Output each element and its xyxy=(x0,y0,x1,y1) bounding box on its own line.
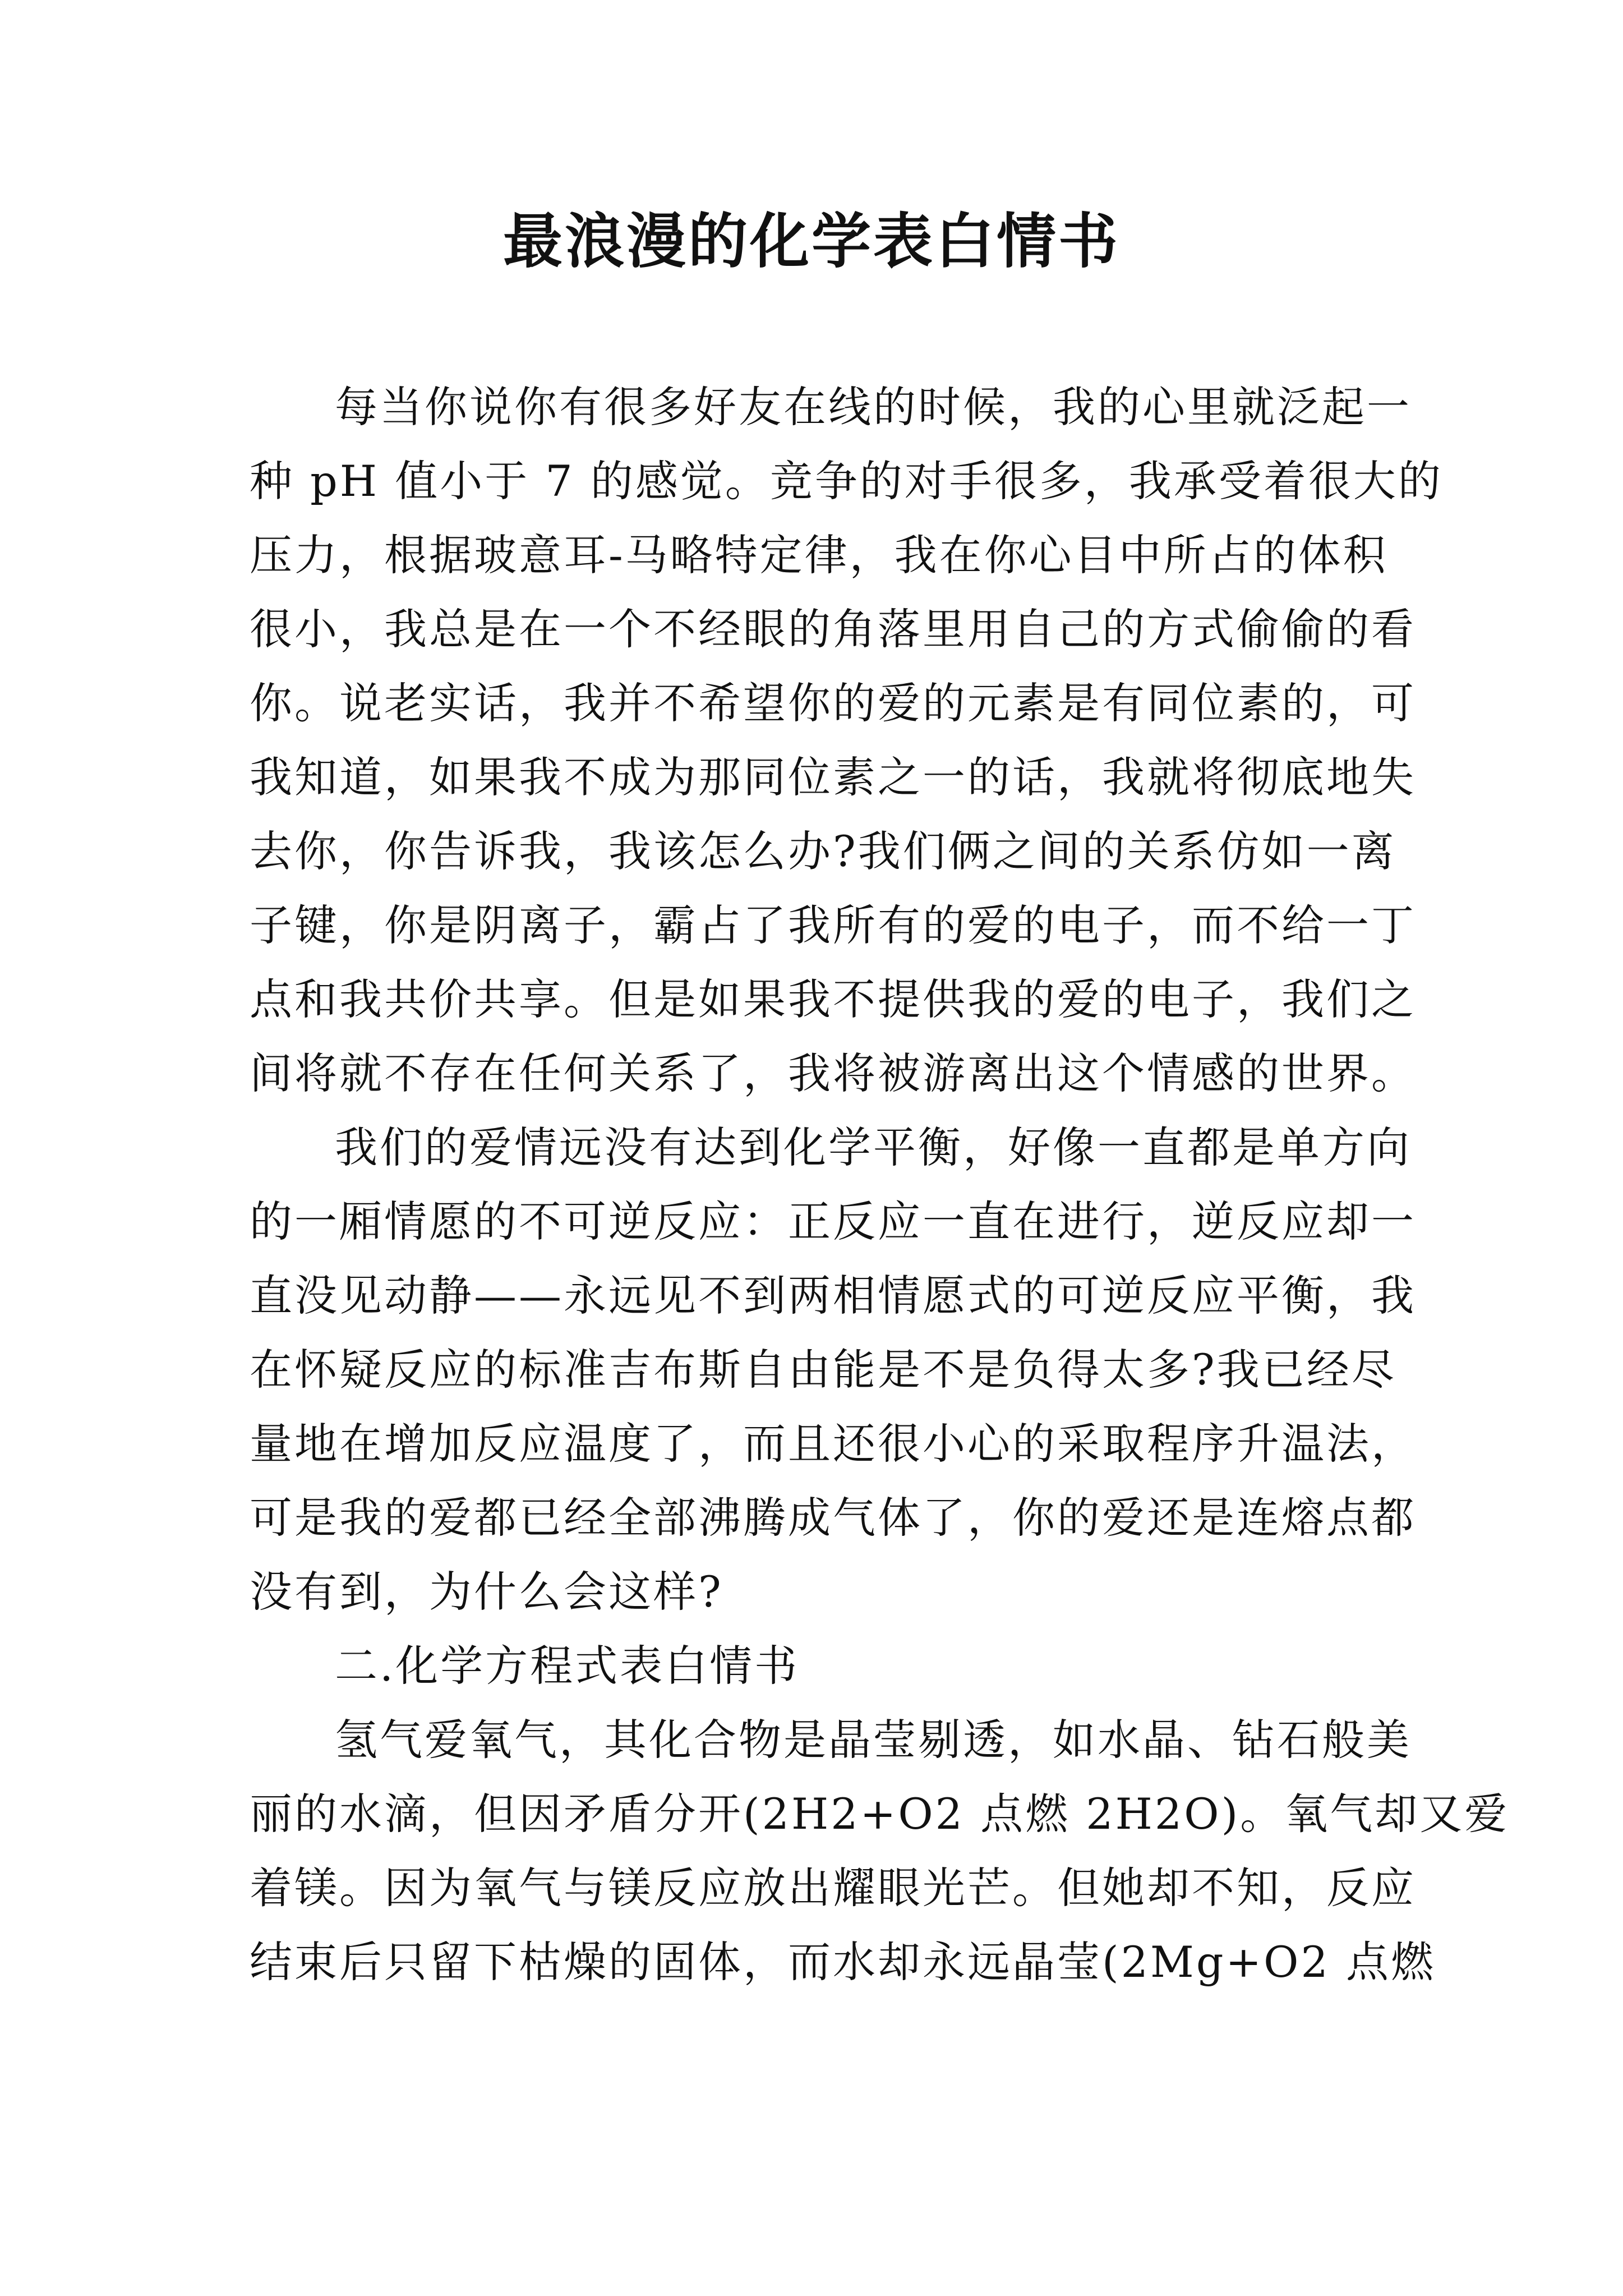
text-line: 去你，你告诉我，我该怎么办?我们俩之间的关系仿如一离 xyxy=(250,826,1396,876)
text-line: 每当你说你有很多好友在线的时候，我的心里就泛起一 xyxy=(335,382,1412,432)
text-line: 可是我的爱都已经全部沸腾成气体了，你的爱还是连熔点都 xyxy=(250,1493,1416,1543)
text-line: 二.化学方程式表白情书 xyxy=(335,1641,800,1691)
text-line: 结束后只留下枯燥的固体，而水却永远晶莹(2Mg+O2 点燃 xyxy=(250,1937,1436,1987)
text-line: 很小，我总是在一个不经眼的角落里用自己的方式偷偷的看 xyxy=(250,604,1416,654)
text-line: 子键，你是阴离子，霸占了我所有的爱的电子，而不给一丁 xyxy=(250,900,1416,950)
text-line: 我们的爱情远没有达到化学平衡，好像一直都是单方向 xyxy=(335,1122,1412,1172)
text-line: 量地在增加反应温度了，而且还很小心的采取程序升温法， xyxy=(250,1419,1416,1469)
text-line: 的一厢情愿的不可逆反应：正反应一直在进行，逆反应却一 xyxy=(250,1197,1416,1246)
text-line: 直没见动静——永远见不到两相情愿式的可逆反应平衡，我 xyxy=(250,1271,1416,1320)
text-line: 点和我共价共享。但是如果我不提供我的爱的电子，我们之 xyxy=(250,974,1416,1024)
text-line: 我知道，如果我不成为那同位素之一的话，我就将彻底地失 xyxy=(250,752,1416,802)
text-line: 你。说老实话，我并不希望你的爱的元素是有同位素的，可 xyxy=(250,678,1416,728)
text-line: 丽的水滴，但因矛盾分开(2H2+O2 点燃 2H2O)。氧气却又爱 xyxy=(250,1789,1510,1839)
text-line: 压力，根据玻意耳-马略特定律，我在你心目中所占的体积 xyxy=(250,530,1388,580)
document-body xyxy=(250,370,1510,1999)
text-line: 间将就不存在任何关系了，我将被游离出这个情感的世界。 xyxy=(250,1048,1416,1098)
document-title: 最浪漫的化学表白情书 xyxy=(503,206,1120,276)
text-line: 种 pH 值小于 7 的感觉。竞争的对手很多，我承受着很大的 xyxy=(250,456,1443,506)
text-line: 着镁。因为氧气与镁反应放出耀眼光芒。但她却不知，反应 xyxy=(250,1863,1416,1913)
text-line: 氢气爱氧气，其化合物是晶莹剔透，如水晶、钻石般美 xyxy=(335,1715,1412,1765)
text-line: 没有到，为什么会这样? xyxy=(250,1567,723,1617)
text-line: 在怀疑反应的标准吉布斯自由能是不是负得太多?我已经尽 xyxy=(250,1345,1396,1395)
